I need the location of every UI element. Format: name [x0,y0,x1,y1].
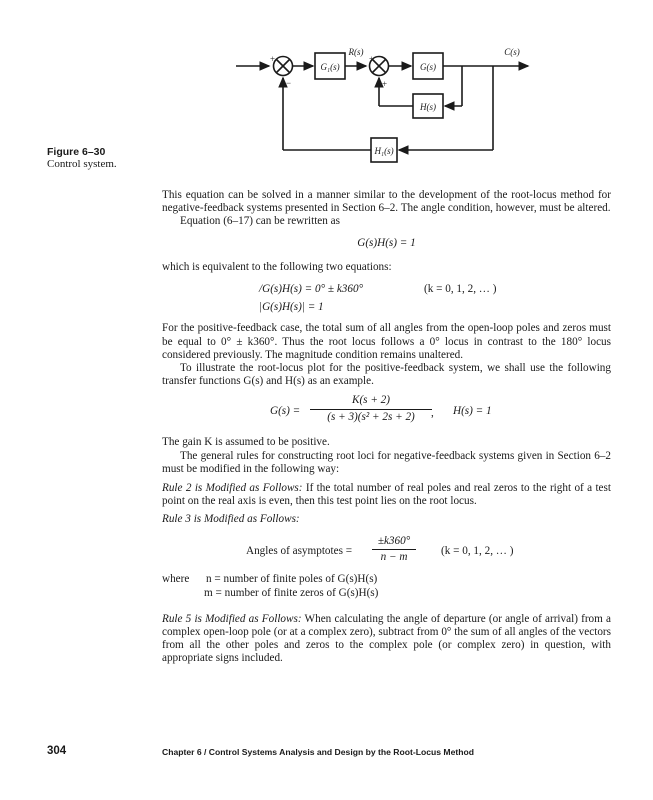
eq4-fraction [372,535,416,564]
eq4-numerator: ±k360° [372,535,416,550]
paragraph: This equation can be solved in a manner similar to the development of the root-locus method for negative-feedback systems presented in Section 6–2. The angle condition, however, must be altered. [162,189,611,215]
equation-magnitude: |G(s)H(s)| = 1 [259,301,324,314]
eq4-lhs: Angles of asymptotes = [246,544,353,557]
where-label: where [162,572,190,585]
paragraph: Equation (6–17) can be rewritten as [180,215,340,228]
eq4-condition: (k = 0, 1, 2, … ) [441,544,514,557]
body-text [162,189,611,665]
rule-3-heading: Rule 3 is Modified as Follows: [162,513,300,526]
equation-transfer-functions [270,394,611,430]
eq3-fraction [310,394,432,423]
rule-2-heading: Rule 2 is Modified as Follows: [162,482,303,495]
paragraph: To illustrate the root-locus plot for the positive-feedback system, we shall use the following transfer functions G(s) and H(s) as an example. [162,362,611,388]
figure-caption: Control system. [47,158,117,170]
equation-1: G(s)H(s) = 1 [357,236,416,249]
eq4-denominator: n − m [380,550,408,563]
equation-angle-condition: (k = 0, 1, 2, … ) [424,283,497,296]
eq3-lhs: G(s) = [270,405,301,418]
c-label: C(s) [504,47,520,57]
definitions [162,573,611,603]
running-title: Chapter 6 / Control Systems Analysis and Design by the Root-Locus Method [162,747,474,757]
eq3-comma: , [431,407,434,420]
paragraph: which is equivalent to the following two equations: [162,260,392,273]
eq3-denominator: (s + 3)(s² + 2s + 2) [327,410,415,423]
g-label: G(s) [420,62,436,72]
r-label: R(s) [348,47,364,57]
sign-plus-3: + [382,79,388,89]
equation-angle: /G(s)H(s) = 0° ± k360° [259,283,364,296]
definition-n: n = number of finite poles of G(s)H(s) [206,572,378,585]
rule-2 [162,482,611,508]
eq3-rhs: H(s) = 1 [453,405,492,418]
paragraph: The gain K is assumed to be positive. [162,436,330,449]
rule-5-body: When calculating the angle of departure (or angle of arrival) from a complex open-loop pole (or at a complex zero), subtract from 0° the sum of all angles of the vectors from all the other poles and zeros to the complex pole (or complex zero) in question, with appropriate signs included. [162,612,611,665]
paragraph: The general rules for constructing root loci for negative-feedback systems given in Section 6–2 must be modified in the following way: [162,449,611,475]
g1-label: G₁(s) [320,62,340,72]
sign-plus-2: + [369,54,375,64]
rule-5 [162,613,611,666]
h-label: H(s) [420,102,436,112]
eq3-numerator: K(s + 2) [310,394,432,409]
page-number: 304 [47,745,67,757]
sign-minus-1: − [286,78,292,88]
h1-label: H₁(s) [374,146,394,156]
rule-2-body: If the total number of real poles and real zeros to the right of a test point on the real axis is even, then this test point lies on the root locus. [162,482,611,508]
sign-plus-1: + [270,54,276,64]
definition-m: m = number of finite zeros of G(s)H(s) [204,586,379,599]
paragraph: For the positive-feedback case, the total sum of all angles from the open-loop poles and zeros must be equal to 0° ± k360°. Thus the root locus follows a 0° locus in contrast to the 180° locus considered previously. The magnitude condition remains unaltered. [162,322,611,361]
rule-5-heading: Rule 5 is Modified as Follows: [162,612,302,625]
equation-asymptotes [246,535,611,569]
figure-number: Figure 6–30 [47,146,106,158]
